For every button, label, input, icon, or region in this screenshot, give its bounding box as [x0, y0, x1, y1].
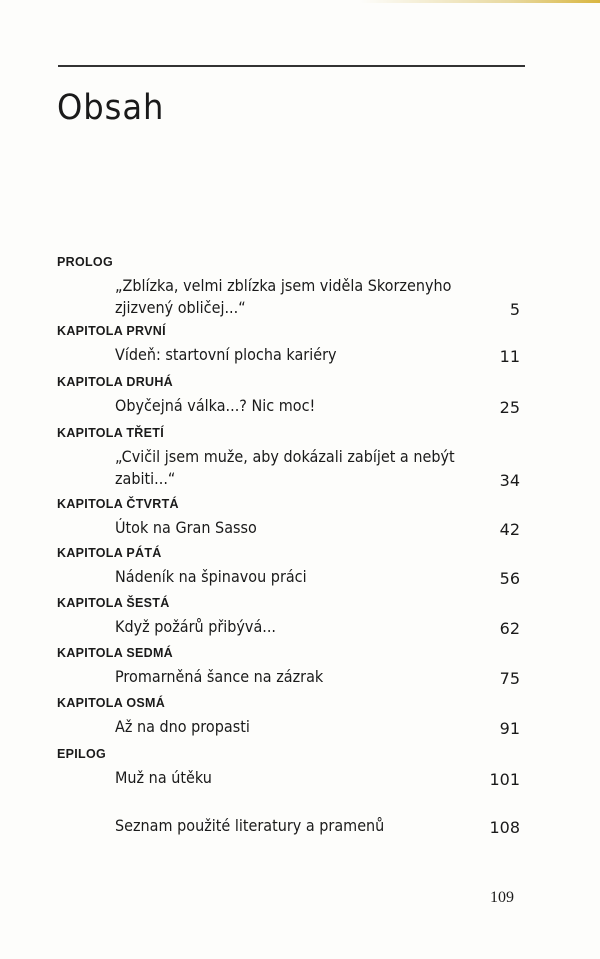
- toc-section: [57, 497, 520, 539]
- toc-section: [57, 255, 520, 319]
- toc-entry-title: Obyčejná válka...? Nic moc!: [115, 396, 316, 415]
- toc-chapter-heading: KAPITOLA DRUHÁ: [57, 375, 174, 389]
- page-edge: [0, 0, 600, 3]
- toc-chapter-heading: EPILOG: [57, 747, 107, 761]
- toc-entry-title: „Zblízka, velmi zblízka jsem viděla Skorzenyho zjizvený obličej...“: [115, 276, 452, 317]
- toc-entry-title: „Cvičil jsem muže, aby dokázali zabíjet a nebýt zabiti...“: [115, 447, 455, 488]
- toc-chapter-heading: KAPITOLA OSMÁ: [57, 696, 166, 710]
- page-title: Obsah: [57, 88, 165, 128]
- toc-section: [57, 747, 520, 789]
- toc-entry-title: Až na dno propasti: [115, 717, 250, 736]
- toc-entry-title: Muž na útěku: [115, 768, 212, 787]
- toc-page-number: 25: [499, 398, 520, 417]
- toc-page-number: 11: [499, 347, 520, 366]
- top-rule: [58, 65, 525, 67]
- toc-page-number: 101: [489, 770, 520, 789]
- toc-page-number: 91: [499, 719, 520, 738]
- toc-page-number: 5: [509, 300, 520, 319]
- toc-section: [57, 375, 520, 417]
- toc-page-number: 42: [499, 520, 520, 539]
- toc-page-number: 108: [489, 818, 520, 837]
- toc-entry-title: Vídeň: startovní plocha kariéry: [115, 345, 337, 364]
- toc-page-number: 34: [499, 471, 520, 490]
- toc-section: [57, 696, 520, 738]
- toc-page-number: 75: [499, 669, 520, 688]
- toc-entry-title: Nádeník na špinavou práci: [115, 567, 307, 586]
- toc-chapter-heading: KAPITOLA SEDMÁ: [57, 646, 174, 660]
- toc-chapter-heading: KAPITOLA ČTVRTÁ: [57, 497, 179, 511]
- toc-section: [57, 546, 520, 588]
- toc-chapter-heading: KAPITOLA TŘETÍ: [57, 426, 164, 440]
- toc-chapter-heading: KAPITOLA PRVNÍ: [57, 324, 166, 338]
- toc-chapter-heading: KAPITOLA ŠESTÁ: [57, 596, 170, 610]
- toc-entry-title: Útok na Gran Sasso: [115, 518, 257, 537]
- toc-chapter-heading: PROLOG: [57, 255, 113, 269]
- page-number: 109: [490, 889, 514, 906]
- toc-page-number: 56: [499, 569, 520, 588]
- toc-entry-title: Promarněná šance na zázrak: [115, 667, 324, 686]
- toc-section: [57, 596, 520, 638]
- toc-entry-title: Seznam použité literatury a pramenů: [115, 816, 385, 835]
- toc-chapter-heading: KAPITOLA PÁTÁ: [57, 546, 162, 560]
- toc-entry-title: Když požárů přibývá...: [115, 617, 277, 636]
- toc-bibliography: [57, 815, 520, 837]
- toc-section: [57, 426, 520, 490]
- toc-section: [57, 646, 520, 688]
- toc-section: [57, 324, 520, 366]
- toc-page-number: 62: [499, 619, 520, 638]
